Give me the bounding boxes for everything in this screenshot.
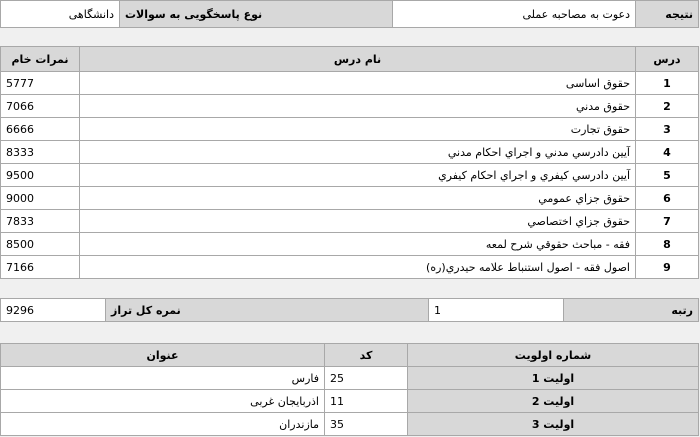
course-score: 7833 [1,210,80,233]
col-code-header: کد [325,344,408,367]
priority-code: 11 [325,390,408,413]
course-score: 7066 [1,95,80,118]
col-course-header: درس [636,47,699,72]
course-name: حقوق اساسی [80,72,636,95]
priority-title: مازندران [1,413,325,436]
course-name: آيين دادرسي كيفري و اجراي احكام كيفري [80,164,636,187]
table-row [1,390,699,413]
priority-title: اذربایجان غربی [1,390,325,413]
course-number: 2 [636,95,699,118]
priority-label: اولیت 3 [408,413,699,436]
course-score: 7166 [1,256,80,279]
result-label: نتیجه [636,1,699,28]
result-value: دعوت به مصاحبه عملی [393,1,636,28]
total-score-value: 9296 [1,299,106,322]
priority-label: اولیت 2 [408,390,699,413]
course-number: 1 [636,72,699,95]
course-name: حقوق جزاي اختصاصي [80,210,636,233]
table-row [1,367,699,390]
table-row [1,210,699,233]
table-row [1,72,699,95]
priority-title: فارس [1,367,325,390]
rank-value: 1 [429,299,564,322]
col-name-header: نام درس [80,47,636,72]
priority-code: 25 [325,367,408,390]
course-name: آيين دادرسي مدني و اجراي احكام مدني [80,141,636,164]
answer-type-value: دانشگاهی [1,1,120,28]
course-number: 6 [636,187,699,210]
course-score: 8500 [1,233,80,256]
course-score: 5777 [1,72,80,95]
course-number: 9 [636,256,699,279]
table-row [1,233,699,256]
ranking-table [0,298,699,322]
course-name: اصول فقه - اصول استنباط علامه حيدري(ره) [80,256,636,279]
table-row [1,118,699,141]
priority-label: اولیت 1 [408,367,699,390]
courses-table [0,46,699,279]
table-row [1,187,699,210]
rank-label: رتبه [564,299,699,322]
course-number: 8 [636,233,699,256]
course-score: 9500 [1,164,80,187]
answer-type-label: نوع پاسخگویی به سوالات [120,1,393,28]
course-name: فقه - مباحث حقوقي شرح لمعه [80,233,636,256]
course-number: 5 [636,164,699,187]
course-number: 7 [636,210,699,233]
course-name: حقوق مدني [80,95,636,118]
table-row [1,141,699,164]
table-row [1,413,699,436]
col-title-header: عنوان [1,344,325,367]
table-row [1,164,699,187]
table-row [1,95,699,118]
course-name: حقوق تجارت [80,118,636,141]
total-score-label: نمره کل تراز [106,299,429,322]
course-number: 3 [636,118,699,141]
course-score: 9000 [1,187,80,210]
course-number: 4 [636,141,699,164]
priorities-table [0,343,699,436]
result-table [0,0,699,28]
table-row [1,256,699,279]
course-name: حقوق جزاي عمومي [80,187,636,210]
priority-code: 35 [325,413,408,436]
col-priority-header: شماره اولویت [408,344,699,367]
course-score: 8333 [1,141,80,164]
course-score: 6666 [1,118,80,141]
col-raw-header: نمرات خام [1,47,80,72]
